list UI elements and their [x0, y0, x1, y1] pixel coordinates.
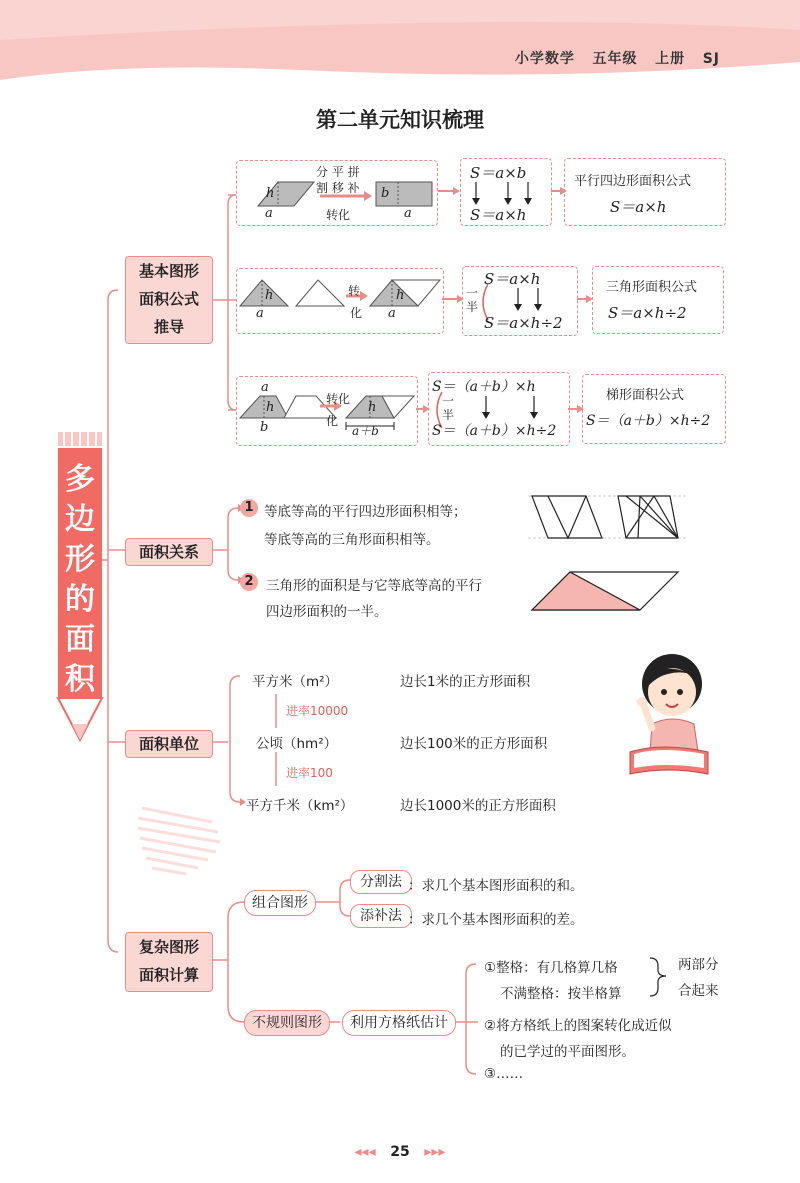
arrow-icon [577, 294, 593, 304]
trap-final-formula: S＝（a＋b）×h÷2 [586, 413, 711, 429]
fill-method-node: 添补法 [350, 904, 412, 928]
main-topic-char: 形 [65, 542, 95, 577]
tri-convert-label-1: 转 [348, 284, 361, 298]
method-item: 不满整格：按半格算 [500, 986, 622, 1002]
tri-a-label: a [256, 306, 264, 321]
page-footer [0, 1144, 800, 1160]
branch-derivation: 基本图形 面积公式 推导 [125, 256, 213, 344]
unit-rate: 进率100 [286, 766, 333, 780]
trap-half-label: 一 半 [442, 394, 455, 422]
tri-final-formula: S＝a×h÷2 [608, 304, 687, 322]
unit-name: 平方米（m²） [252, 674, 339, 690]
main-topic-char: 积 [65, 662, 95, 697]
unit-desc: 边长1米的正方形面积 [400, 674, 531, 690]
arrow-icon [442, 294, 464, 304]
grid-estimate-node: 利用方格纸估计 [342, 1010, 456, 1036]
para-convert-label: 转化 [326, 208, 351, 222]
method-item: ②将方格纸上的图案转化成近似 [484, 1018, 672, 1034]
trap-ab-label: a＋b [352, 424, 379, 438]
tri-formula-bottom: S＝a×h÷2 [484, 314, 563, 332]
header-grade: 五年级 [592, 51, 638, 67]
unit-name: 平方千米（km²） [246, 798, 354, 814]
unit-rate: 进率10000 [286, 704, 349, 718]
para-h-label: h [266, 186, 275, 201]
next-arrows-icon: ▸▸▸ [424, 1144, 446, 1160]
tri-formula-name: 三角形面积公式 [606, 280, 698, 295]
method-item: 的已学过的平面图形。 [500, 1044, 635, 1060]
combined-shape-node: 组合图形 [244, 890, 316, 916]
trap-formula-bottom: S＝（a＋b）×h÷2 [432, 423, 557, 439]
equal-area-figures [528, 490, 688, 542]
branch-complex: 复杂图形 面积计算 [125, 932, 213, 992]
down-arrows-icon [468, 182, 548, 206]
relation-line: 三角形的面积是与它等底等高的平行 [266, 578, 482, 594]
page-number: 25 [390, 1144, 410, 1160]
relation-number: 1 [240, 499, 258, 517]
unit-desc: 边长1000米的正方形面积 [400, 798, 556, 814]
para-ops-label: 分 平 拼 割 移 补 [316, 165, 360, 195]
tri-formula-top: S＝a×h [484, 270, 541, 288]
para-formula-top: S＝a×b [470, 164, 527, 182]
para-final-formula: S＝a×h [610, 198, 667, 216]
arrow-icon [438, 186, 460, 196]
trap2-h-label: h [368, 400, 377, 415]
branch-units: 面积单位 [125, 730, 213, 758]
down-arrows-icon [440, 396, 560, 420]
down-arrows-icon [480, 288, 560, 312]
trap-a-label: a [261, 380, 269, 395]
branch-relation: 面积关系 [125, 538, 213, 566]
page-title: 第二单元知识梳理 [316, 108, 484, 132]
trap-formula-top: S＝（a＋b）×h [432, 379, 536, 395]
para-formula-name: 平行四边形面积公式 [574, 174, 692, 189]
main-topic-char: 边 [65, 502, 95, 537]
tri2-a-label: a [388, 306, 396, 321]
tri-h-label: h [265, 288, 274, 303]
half-triangle-figure [530, 570, 680, 612]
split-method-node: 分割法 [350, 870, 412, 894]
unit-desc: 边长100米的正方形面积 [400, 736, 548, 752]
method-item: ③…… [484, 1066, 524, 1082]
trap-h-label: h [266, 400, 275, 415]
cartoon-boy-illustration [622, 648, 712, 780]
relation-line: 等底等高的平行四边形面积相等； [264, 504, 467, 520]
method-item: ①整格：有几格算几格 [484, 960, 618, 976]
tri-convert-label-2: 化 [350, 306, 363, 320]
split-method-text: ：求几个基本图形面积的和。 [408, 878, 584, 894]
prev-arrows-icon: ◂◂◂ [354, 1144, 376, 1160]
main-topic [60, 460, 100, 700]
rect-b-label: b [381, 186, 390, 201]
main-topic-char: 的 [65, 582, 95, 617]
trap-b-label: b [260, 420, 269, 435]
relation-line: 四边形面积的一半。 [266, 604, 388, 620]
header-edition: SJ [702, 51, 720, 67]
main-topic-char: 多 [65, 462, 95, 497]
relation-number: 2 [240, 573, 258, 591]
decorative-stripes [132, 802, 228, 880]
para-a-label: a [265, 206, 273, 221]
trap-convert-label: 转化 [326, 392, 351, 406]
fill-method-text: ：求几个基本图形面积的差。 [408, 912, 584, 928]
unit-name: 公顷（hm²） [256, 736, 338, 752]
irregular-shape-node: 不规则图形 [244, 1010, 330, 1036]
header-subject: 小学数学 [514, 51, 575, 67]
header-volume: 上册 [655, 51, 686, 67]
trap-convert-label-2: 化 [326, 414, 339, 428]
para-formula-bottom: S＝a×h [470, 206, 527, 224]
main-topic-char: 面 [65, 622, 95, 657]
rect-a-label: a [404, 206, 412, 221]
tri-half-label: 一 半 [466, 286, 479, 314]
relation-line: 等底等高的三角形面积相等。 [264, 532, 440, 548]
trap-formula-name: 梯形面积公式 [606, 388, 685, 403]
combine-label: 两部分 合起来 [678, 957, 719, 999]
tri2-h-label: h [396, 288, 405, 303]
